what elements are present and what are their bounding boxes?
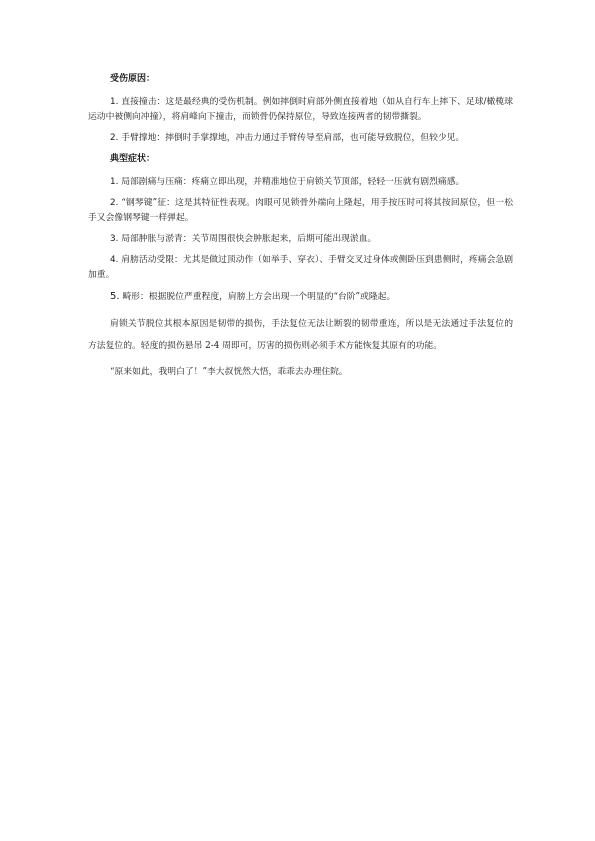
symptom-item-5: [88, 289, 513, 305]
closing-paragraph: “原来如此，我明白了！”李大叔恍然大悟，乖乖去办理住院。: [110, 367, 348, 377]
symptom-item-4: [88, 253, 513, 283]
cause-item-2-text: 手臂撑地：摔倒时手掌撑地，冲击力通过手臂传导至肩部，也可能导致脱位，但较少见。: [121, 133, 465, 143]
symptom-item-3: [88, 232, 513, 247]
symptom-item-1-text: 局部剧痛与压痛：疼痛立即出现，并精准地位于肩锁关节顶部，轻轻一压就有剧烈痛感。: [121, 177, 465, 187]
cause-item-1-number: 1.: [110, 97, 119, 107]
symptom-item-1-number: 1.: [110, 177, 119, 187]
symptom-item-4-text: 肩膀活动受限：尤其是做过顶动作（如举手、穿衣）、手臂交叉过身体或侧卧压到患侧时，疼痛会急剧加重。: [88, 255, 514, 280]
symptom-item-2-number: 2.: [110, 198, 119, 208]
document-content: [88, 72, 513, 383]
cause-item-1: [88, 95, 513, 125]
causes-heading: 受伤原因：: [110, 74, 156, 84]
explanation-paragraph: 肩锁关节脱位其根本原因是韧带的损伤，手法复位无法让断裂的韧带重连，所以是无法通过手法复位的方法复位的。轻度的损伤悬吊 2-4 周即可，厉害的损伤则必须手术方能恢复其原有的功能。: [88, 319, 513, 351]
symptom-item-2-text: “钢琴键”征：这是其特征性表现。肉眼可见锁骨外端向上隆起，用手按压时可将其按回原位，但一松手又会像钢琴键一样弹起。: [88, 198, 514, 223]
symptom-item-1: [88, 175, 513, 190]
cause-item-1-text: 直接撞击：这是最经典的受伤机制。例如摔倒时肩部外侧直接着地（如从自行车上摔下、足球/橄榄球运动中被侧向冲撞），将肩峰向下撞击，而锁骨仍保持原位，导致连接两者的韧带撕裂。: [88, 97, 514, 122]
symptoms-heading: 典型症状：: [110, 154, 156, 164]
symptom-item-5-number: 5.: [110, 291, 120, 302]
symptom-item-2: [88, 196, 513, 226]
symptom-item-4-number: 4.: [110, 255, 119, 265]
symptom-item-5-text: 畸形：根据脱位严重程度，肩膀上方会出现一个明显的“台阶”或隆起。: [122, 292, 396, 302]
cause-item-2-number: 2.: [110, 133, 119, 143]
symptom-item-3-number: 3.: [110, 234, 119, 244]
cause-item-2: [88, 131, 513, 146]
symptom-item-3-text: 局部肿胀与淤青：关节周围很快会肿胀起来，后期可能出现淤血。: [121, 234, 377, 244]
